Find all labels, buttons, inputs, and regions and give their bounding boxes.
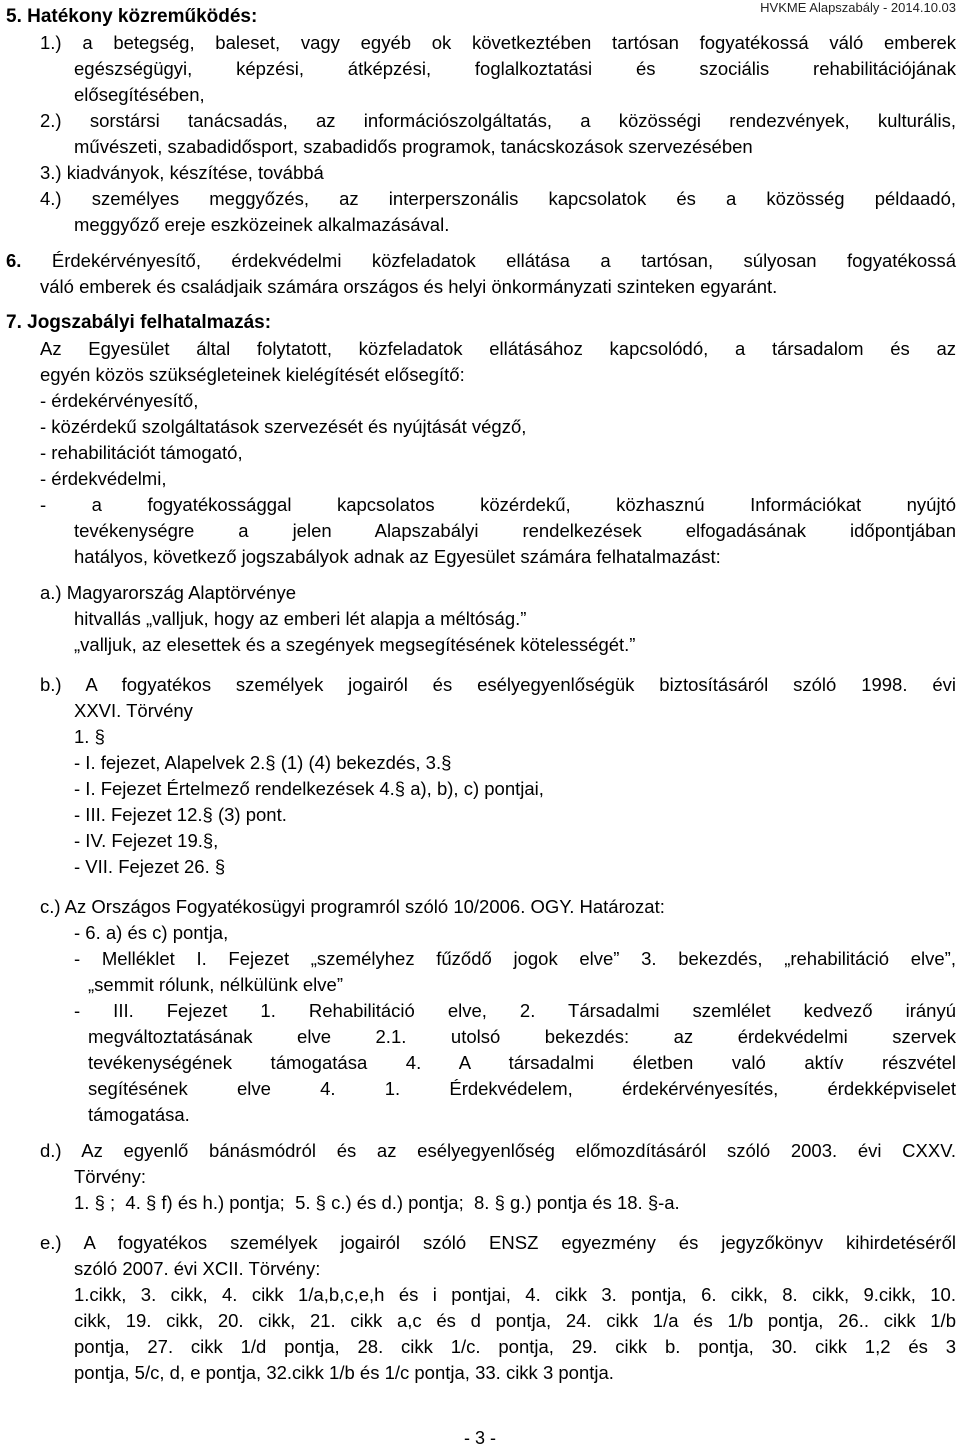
s5-item-4-line-2: meggyőző ereje eszközeinek alkalmazásával. xyxy=(74,214,450,235)
item-c-ref-1: - 6. a) és c) pontja, xyxy=(74,922,229,943)
item-e-ref-line-2: cikk, 19. cikk, 20. cikk, 21. cikk a,c és d pontja, 24. cikk 1/a és 1/b pontja, 26.. cikk 1/b xyxy=(74,1310,956,1331)
s7-dash-5-line-2: tevékenységre a jelen Alapszabályi rendelkezések elfogadásának időpontjában xyxy=(74,520,956,541)
section-6-line-2: váló emberek és családjaik számára országos és helyi önkormányzati szinteken egyaránt. xyxy=(40,276,778,297)
item-b-ref-3: - I. Fejezet Értelmező rendelkezések 4.§ a), b), c) pontjai, xyxy=(74,778,544,799)
item-c-ref-3-line-4: segítésének elve 4. 1. Érdekvédelem, érdekérvényesítés, érdekképviselet xyxy=(88,1078,956,1099)
section-6-text-1: Érdekérvényesítő, érdekvédelmi közfeladatok ellátása a tartósan, súlyosan fogyatékossá xyxy=(51,250,956,271)
page-body xyxy=(6,4,956,1386)
section-7-heading: 7. Jogszabályi felhatalmazás: xyxy=(6,312,272,333)
section-6-line-1 xyxy=(6,248,956,274)
page-number: - 3 - xyxy=(463,1428,496,1448)
section-6-number: 6. xyxy=(6,250,22,271)
item-e-ref-line-1: 1.cikk, 3. cikk, 4. cikk 1/a,b,c,e,h és i pontjai, 4. cikk 3. pontja, 6. cikk, 8. cikk, 9.cikk, 10. xyxy=(74,1284,956,1305)
s7-paragraph-line-2: egyén közös szükségleteinek kielégítését elősegítő: xyxy=(40,364,465,385)
item-c-title: c.) Az Országos Fogyatékosügyi programról szóló 10/2006. OGY. Határozat: xyxy=(40,896,665,917)
item-e-title-line-2: szóló 2007. évi XCII. Törvény: xyxy=(74,1258,321,1279)
item-b-ref-4: - III. Fejezet 12.§ (3) pont. xyxy=(74,804,287,825)
s7-dash-5-line-1: - a fogyatékossággal kapcsolatos közérdekű, közhasznú Információkat nyújtó xyxy=(40,494,956,515)
item-c-ref-2-line-1: - Melléklet I. Fejezet „személyhez fűződő jogok elve” 3. bekezdés, „rehabilitáció elve”, xyxy=(74,948,956,969)
s7-paragraph-line-1: Az Egyesület által folytatott, közfeladatok ellátásához kapcsolódó, a társadalom és az xyxy=(40,338,956,359)
item-e-title-line-1: e.) A fogyatékos személyek jogairól szóló ENSZ egyezmény és jegyzőkönyv kihirdetéséről xyxy=(40,1232,956,1253)
item-e-ref-line-4: pontja, 5/c, d, e pontja, 32.cikk 1/b és 1/c pontja, 33. cikk 3 pontja. xyxy=(74,1362,614,1383)
item-b-ref-2: - I. fejezet, Alapelvek 2.§ (1) (4) bekezdés, 3.§ xyxy=(74,752,452,773)
s5-item-1-line-3: elősegítésében, xyxy=(74,84,205,105)
item-c-ref-2-line-2: „semmit rólunk, nélkülünk elve” xyxy=(88,974,343,995)
item-e-ref-line-3: pontja, 27. cikk 1/d pontja, 28. cikk 1/c. pontja, 29. cikk b. pontja, 30. cikk 1,2 és 3 xyxy=(74,1336,956,1357)
item-c-ref-3-line-2: megváltoztatásának elve 2.1. utolsó bekezdés: az érdekvédelmi szervek xyxy=(88,1026,956,1047)
s5-item-3: 3.) kiadványok, készítése, továbbá xyxy=(40,162,324,183)
section-5-heading: 5. Hatékony közreműködés: xyxy=(6,6,258,27)
item-a-title: a.) Magyarország Alaptörvénye xyxy=(40,582,297,603)
s7-dash-3: - rehabilitációt támogató, xyxy=(40,442,243,463)
item-b-ref-6: - VII. Fejezet 26. § xyxy=(74,856,226,877)
document-header: HVKME Alapszabály - 2014.10.03 xyxy=(760,0,956,15)
item-b-ref-1: 1. § xyxy=(74,726,105,747)
s5-item-4-line-1: 4.) személyes meggyőzés, az interperszonális kapcsolatok és a közösség példaadó, xyxy=(40,188,956,209)
s5-item-2-line-2: művészeti, szabadidősport, szabadidős programok, tanácskozások szervezésében xyxy=(74,136,753,157)
item-b-title-line-1: b.) A fogyatékos személyek jogairól és esélyegyenlőségük biztosításáról szóló 1998. évi xyxy=(40,674,956,695)
item-c-ref-3-line-3: tevékenységének támogatása 4. A társadalmi életben való aktív részvétel xyxy=(88,1052,956,1073)
item-a-quote-1: hitvallás „valljuk, hogy az emberi lét alapja a méltóság.” xyxy=(74,608,527,629)
item-b-ref-5: - IV. Fejezet 19.§, xyxy=(74,830,219,851)
item-c-ref-3-line-5: támogatása. xyxy=(88,1104,190,1125)
s5-item-2-line-1: 2.) sorstársi tanácsadás, az információszolgáltatás, a közösségi rendezvények, kulturális, xyxy=(40,110,956,131)
s7-dash-5-line-3: hatályos, következő jogszabályok adnak az Egyesület számára felhatalmazást: xyxy=(74,546,721,567)
s5-item-1-line-1: 1.) a betegség, baleset, vagy egyéb ok következtében tartósan fogyatékossá váló emberek xyxy=(40,32,956,53)
item-d-title-line-2: Törvény: xyxy=(74,1166,146,1187)
s7-dash-1: - érdekérvényesítő, xyxy=(40,390,199,411)
item-a-quote-2: „valljuk, az elesettek és a szegények megsegítésének kötelességét.” xyxy=(74,634,636,655)
s5-item-1-line-2: egészségügyi, képzési, átképzési, foglalkoztatási és szociális rehabilitációjának xyxy=(74,58,956,79)
s7-dash-4: - érdekvédelmi, xyxy=(40,468,167,489)
item-c-ref-3-line-1: - III. Fejezet 1. Rehabilitáció elve, 2. Társadalmi szemlélet kedvező irányú xyxy=(74,1000,956,1021)
s7-dash-2: - közérdekű szolgáltatások szervezését és nyújtását végző, xyxy=(40,416,527,437)
item-d-title-line-1: d.) Az egyenlő bánásmódról és az esélyegyenlőség előmozdításáról szóló 2003. évi CXXV. xyxy=(40,1140,956,1161)
item-b-title-line-2: XXVI. Törvény xyxy=(74,700,193,721)
item-d-ref-1: 1. § ; 4. § f) és h.) pontja; 5. § c.) és d.) pontja; 8. § g.) pontja és 18. §-a. xyxy=(74,1192,680,1213)
